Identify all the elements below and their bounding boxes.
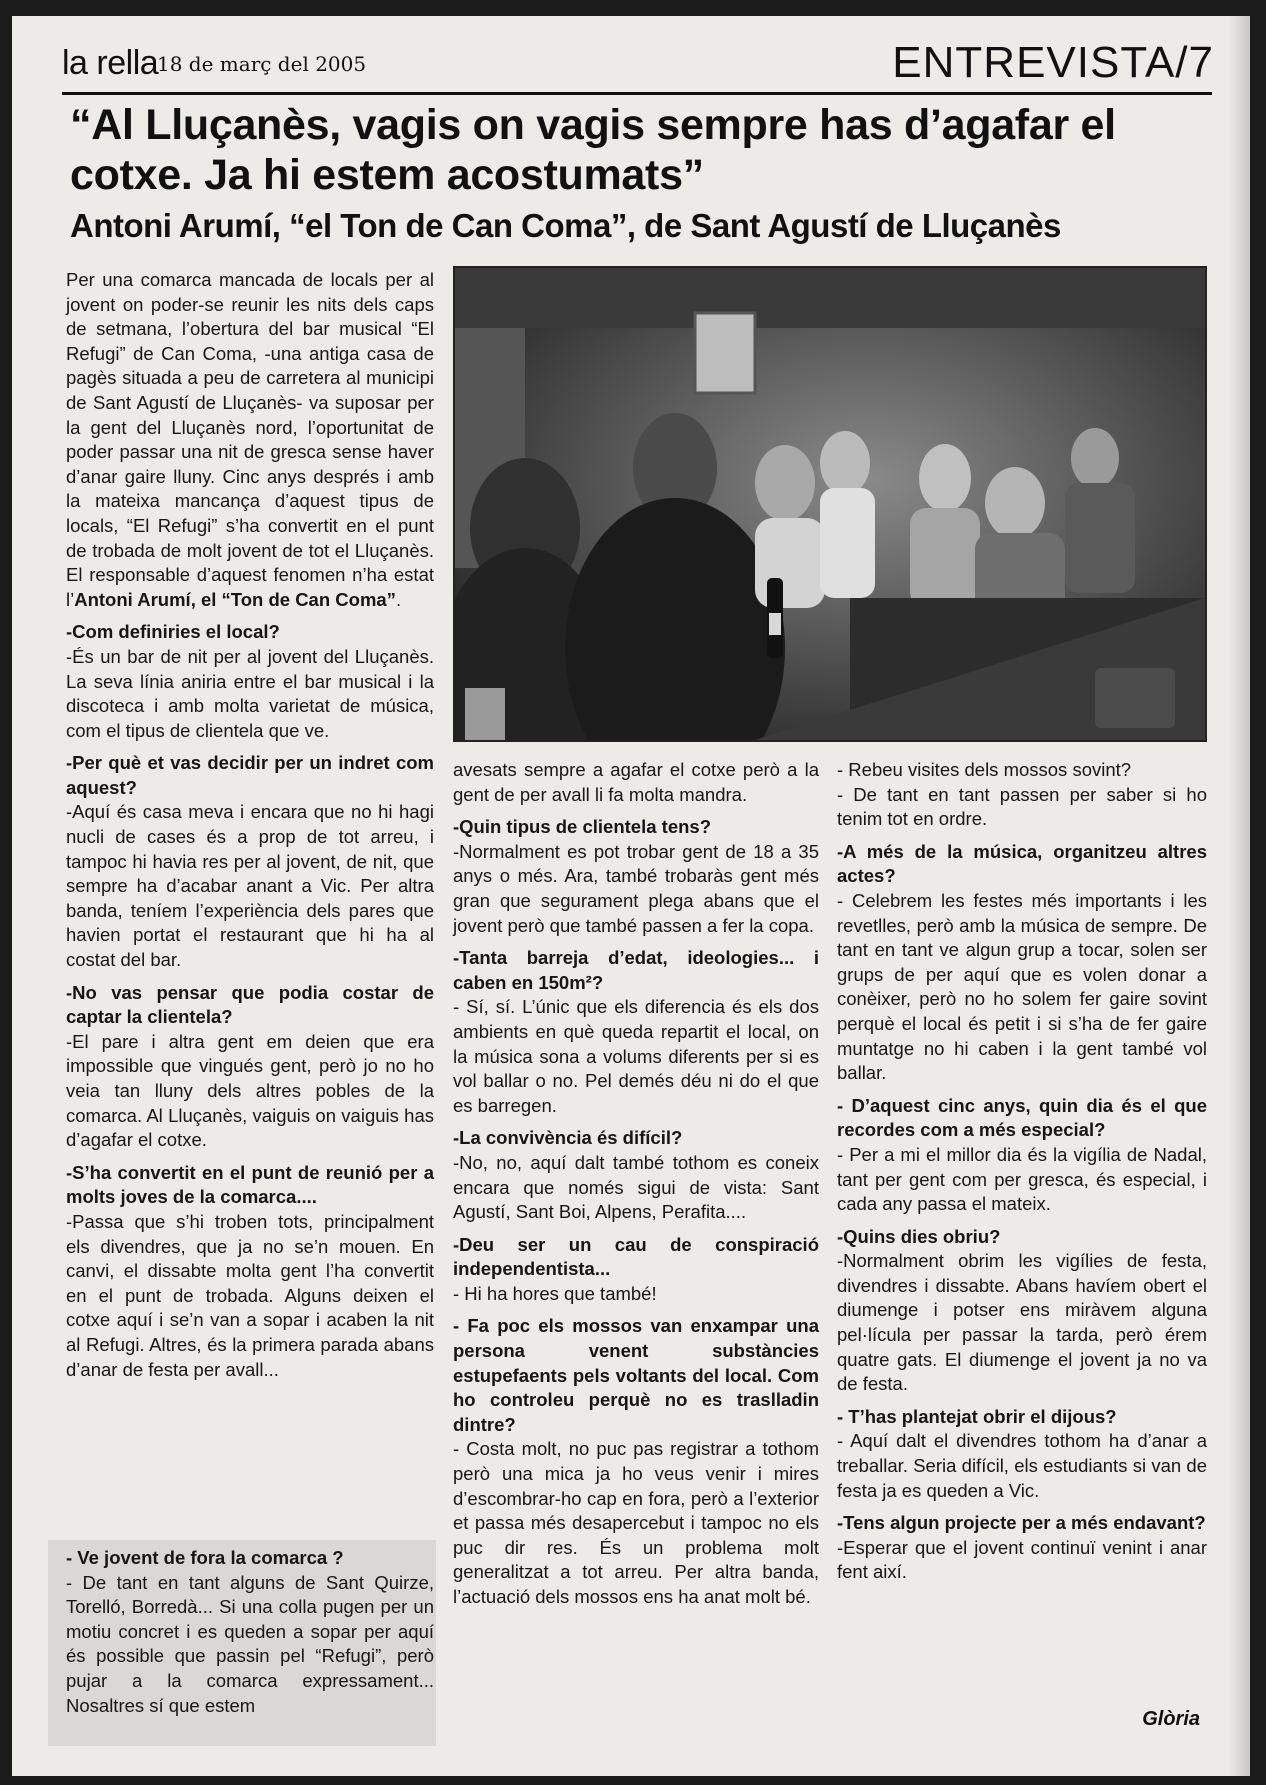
- qa-item: [837, 1225, 1207, 1397]
- publication-name: la rella: [62, 44, 159, 82]
- bar-crowd-photo: [453, 266, 1207, 742]
- answer: -El pare i altra gent em deien que era impossible que vingués gent, però jo no ho veia tan lluny dels altres pobles de la comarca. Al Lluçanès, vaiguis on vaiguis has d’agafar el cotxe.: [66, 1030, 434, 1151]
- qa-item: [453, 1314, 819, 1609]
- question: - D’aquest cinc anys, quin dia és el que recordes com a més especial?: [837, 1094, 1207, 1141]
- answer: - Per a mi el millor dia és la vigília de Nadal, tant per gent com per gresca, és especial, i cada any passa el mateix.: [837, 1143, 1207, 1215]
- qa-item: [66, 1161, 434, 1382]
- qa-item: [453, 946, 819, 1118]
- answer: -No, no, aquí dalt també tothom es coneix encara que només sigui de vista: Sant Agustí, Sant Boi, Alpens, Perafita....: [453, 1151, 819, 1223]
- answer: -Esperar que el jovent continuï venint i anar fent així.: [837, 1536, 1207, 1583]
- interviewee-name: Antoni Arumí, el “Ton de Can Coma”: [74, 588, 396, 610]
- header-rule: [62, 92, 1212, 95]
- question: - T’has plantejat obrir el dijous?: [837, 1405, 1117, 1427]
- answer: -Aquí és casa meva i encara que no hi hagi nucli de cases és a prop de tot arreu, i tampoc hi havia res per al jovent, de nit, que sempre ha d’acabar anant a Vic. Per altra banda, teníem l’experiència dels pares que havien portat el restaurant que hi ha al costat del bar.: [66, 801, 434, 971]
- question: -Tanta barreja d’edat, ideologies... i caben en 150m²?: [453, 947, 819, 993]
- question: -Com definiries el local?: [66, 621, 280, 643]
- answer: -Normalment obrim les vigílies de festa, divendres i dissabte. Abans havíem obert el diumenge i potser ens miràvem alguna pel·lícula per passar la tarda, però érem quatre gats. El diumenge el jovent ja no va de festa.: [837, 1250, 1207, 1395]
- question: -Deu ser un cau de conspiració independentista...: [453, 1233, 819, 1280]
- answer: - Celebrem les festes més importants i les revetlles, però amb la música de sempre. De tant en tant ve algun grup a tocar, solen ser grups de per aquí que es volen donar a conèixer, però no ho solem fer gaire sovint perquè el local és petit i si s’ha de fer gaire muntatge no hi caben i la gent també vol ballar.: [837, 889, 1207, 1084]
- question: -S’ha convertit en el punt de reunió per a molts joves de la comarca....: [66, 1161, 434, 1208]
- column-1: [66, 268, 434, 1390]
- headline: “Al Lluçanès, vagis on vagis sempre has d’agafar el cotxe. Ja hi estem acostumats”: [70, 101, 1116, 199]
- intro-paragraph: Per una comarca mancada de locals per al jovent on poder-se reunir les nits dels caps de setmana, l’obertura del bar musical “El Refugi” de Can Coma, -una antiga casa de pagès situada a peu de carretera al municipi de Sant Agustí de Lluçanès- va suposar per la gent del Lluçanès nord, l’oportunitat de poder passar una nit de gresca sense haver d’anar gaire lluny. Cinc anys després i amb la mateixa mancança d’aquest tipus de locals, “El Refugi” s’ha convertit en el punt de trobada de molt jovent de tot el Lluçanès. El responsable d’aquest fenomen n’ha estat l’Antoni Arumí, el “Ton de Can Coma”.: [66, 269, 434, 610]
- photo-illustration: [455, 268, 1205, 740]
- question: -La convivència és difícil?: [453, 1127, 683, 1149]
- question: - Ve jovent de fora la comarca ?: [66, 1547, 344, 1568]
- subheadline: Antoni Arumí, “el Ton de Can Coma”, de Sant Agustí de Lluçanès: [70, 207, 1061, 244]
- page-header: [62, 26, 1222, 92]
- answer: -Passa que s’hi troben tots, principalment els divendres, que ja no se’n mouen. En canvi, el dissabte molta gent l’ha convertit en el punt de trobada. Alguns deixen el cotxe aquí i se’n van a sopar i acaben la nit al Refugi. Altres, és la primera parada abans d’anar de festa per avall...: [66, 1210, 434, 1380]
- qa-item: [453, 815, 819, 938]
- qa-item: [837, 1405, 1207, 1503]
- qa-item: [837, 1511, 1207, 1585]
- answer: -Normalment es pot trobar gent de 18 a 35 anys o més. Ara, també trobaràs gent més gran que segurament plega abans que el jovent però que també passen a fer la copa.: [453, 840, 819, 936]
- question: - Rebeu visites dels mossos sovint?: [837, 759, 1132, 780]
- qa-item: [453, 1233, 819, 1307]
- column-1-boxed-qa: [66, 1546, 434, 1726]
- question: -Quin tipus de clientela tens?: [453, 816, 712, 838]
- qa-item: [66, 620, 434, 743]
- question: -Tens algun projecte per a més endavant?: [837, 1512, 1206, 1534]
- answer: - De tant en tant alguns de Sant Quirze, Torelló, Borredà... Si una colla pugen per un motiu concret i es queden a sopar per aquí és possible que passin pel “Refugi”, però pujar a la comarca expressament... Nosaltres sí que estem: [66, 1571, 434, 1716]
- section-title: ENTREVISTA/7: [892, 38, 1214, 87]
- qa-item: [837, 758, 1207, 832]
- answer: -És un bar de nit per al jovent del Lluçanès. La seva línia aniria entre el bar musical i la discoteca i amb molta varietat de música, com el tipus de clientela que ve.: [66, 645, 434, 741]
- answer: - Hi ha hores que també!: [453, 1282, 657, 1304]
- answer: - De tant en tant passen per saber si ho tenim tot en ordre.: [837, 783, 1207, 830]
- issue-date: 18 de març del 2005: [157, 52, 367, 76]
- qa-item: [837, 840, 1207, 1086]
- question: - Fa poc els mossos van enxampar una persona venent substàncies estupefaents pels voltants del local. Com ho controleu perquè no es traslladin dintre?: [453, 1315, 819, 1435]
- question: -No vas pensar que podia costar de captar la clientela?: [66, 981, 434, 1028]
- qa-item: [66, 1546, 434, 1718]
- answer: - Costa molt, no puc pas registrar a tothom però una mica ja ho veus venir i mires d’escombrar-ho cap en fora, però a l’exterior et passa més desapercebut i tampoc no els puc dir res. És un problema molt generalitzat a tot arreu. Per altra banda, l’actuació dels mossos ens ha anat molt bé.: [453, 1438, 819, 1607]
- answer: - Sí, sí. L’únic que els diferencia és els dos ambients en què queda repartit el local, on la música sona a volums diferents per si es vol ballar o no. Pel demés déu ni do el que es barregen.: [453, 996, 819, 1116]
- continued-answer: avesats sempre a agafar el cotxe però a la gent de per avall li fa molta mandra.: [453, 759, 819, 805]
- column-2: [453, 758, 819, 1618]
- qa-item: [66, 981, 434, 1153]
- newspaper-page: [12, 16, 1250, 1776]
- qa-item: [453, 1126, 819, 1224]
- author-signature: Glòria: [1142, 1708, 1200, 1730]
- qa-item: [837, 1094, 1207, 1217]
- question: -Quins dies obriu?: [837, 1225, 1001, 1247]
- qa-item: [66, 751, 434, 972]
- answer: - Aquí dalt el divendres tothom ha d’anar a treballar. Seria difícil, els estudiants si van de festa ja es queden a Vic.: [837, 1430, 1207, 1501]
- question: -Per què et vas decidir per un indret com aquest?: [66, 752, 434, 798]
- column-3: [837, 758, 1207, 1593]
- question: -A més de la música, organitzeu altres actes?: [837, 840, 1207, 887]
- page-edge-shadow: [1228, 16, 1250, 1776]
